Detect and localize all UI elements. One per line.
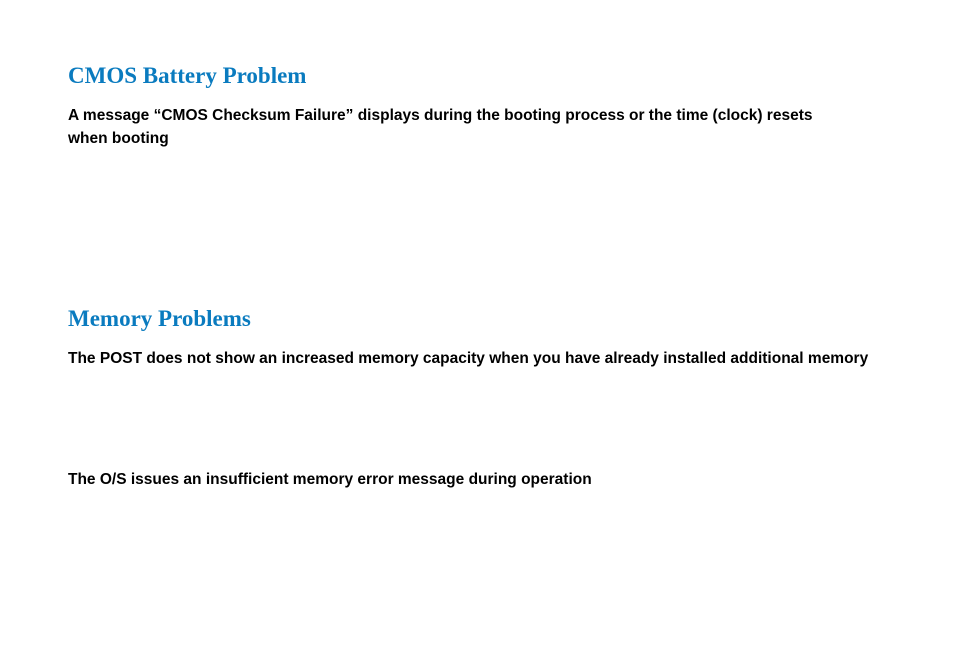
problem-cmos-checksum-failure: A message “CMOS Checksum Failure” displays during the booting process or the time (clock) resets when booting [68, 107, 813, 147]
section-heading-memory-problems: Memory Problems [68, 306, 251, 331]
problem-insufficient-memory-error: The O/S issues an insufficient memory error message during operation [68, 471, 592, 488]
problem-memory-capacity-not-shown: The POST does not show an increased memory capacity when you have already installed additional memory [68, 350, 869, 367]
section-heading-cmos-battery-problem: CMOS Battery Problem [68, 63, 307, 88]
